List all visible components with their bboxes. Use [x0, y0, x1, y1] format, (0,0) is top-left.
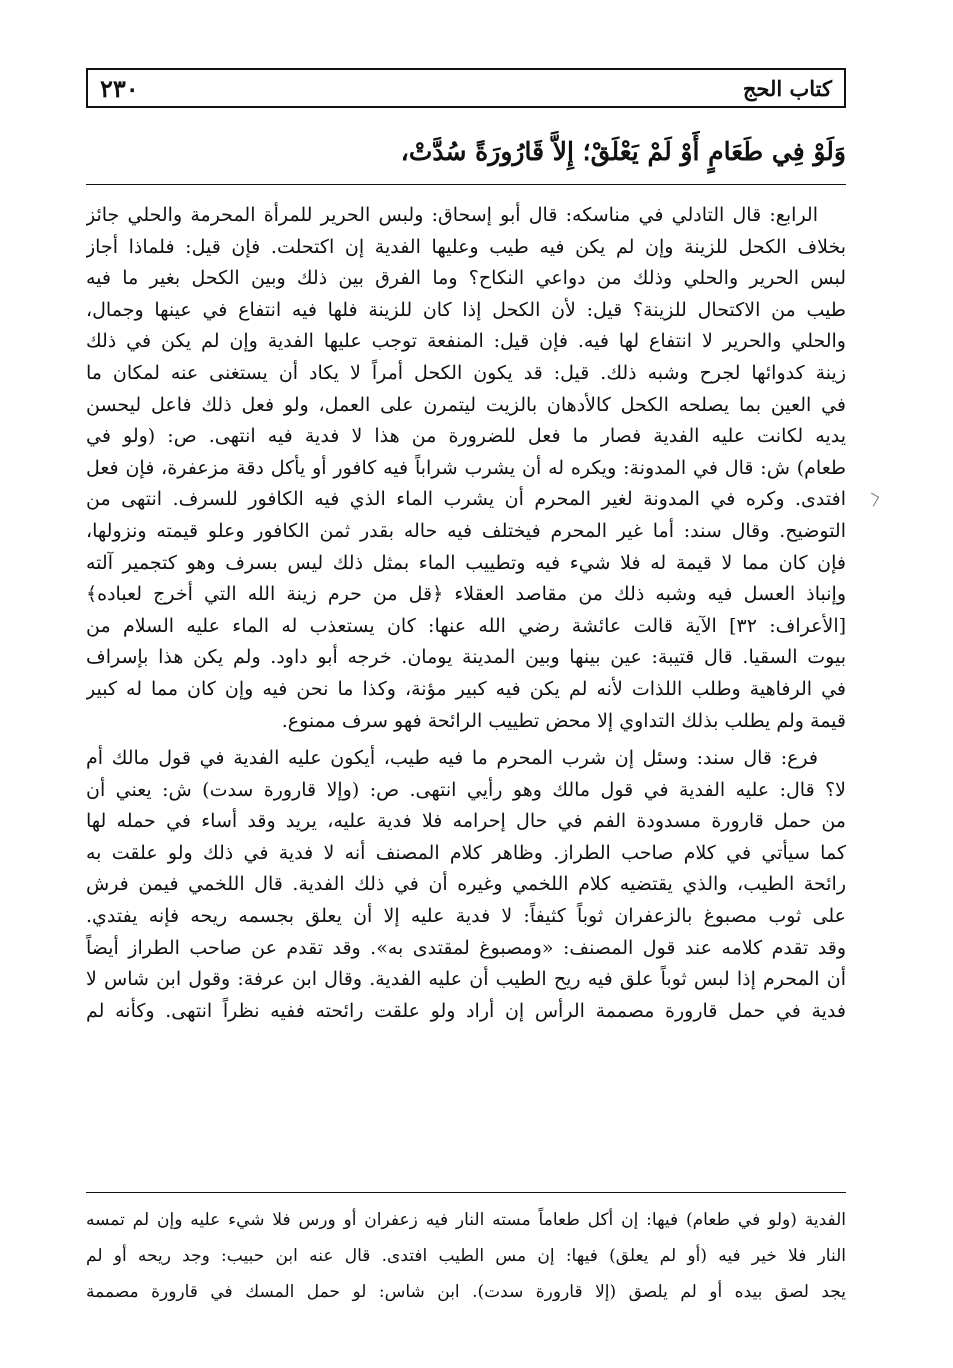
matn-divider: [86, 184, 846, 185]
text-line: فإن كان مما لا قيمة له فلا شيء فيه وتطييب الماء بمثل ذلك ليس بسرف وهو كتجمير آلته: [86, 551, 846, 574]
footnote: [86, 1202, 846, 1310]
page-number: ٢٣٠: [100, 73, 139, 103]
text-line: قيمة ولم يطلب بذلك التداوي إلا محض تطييب الرائحة فهو سرف ممنوع.: [281, 709, 846, 732]
text-line: فدية في حمل قارورة مصممة الرأس إن أراد ولو علقت رائحته ففيه نظراً انتهى. وكأنه لم: [86, 999, 846, 1022]
text-line: فرع: قال سند: وسئل إن شرب المحرم ما فيه طيب، أيكون عليه الفدية في قول مالك أم: [86, 747, 818, 770]
footnote-line: يجد لصق بيده أو لم يلصق (إلا قارورة سدت). ابن شاس: لو حمل المسك في قارورة مصممة: [86, 1282, 846, 1302]
text-line: لا؟ قال: عليه الفدية في قول مالك وهو رأيي انتهى. ص: (وإلا قارورة سدت) ش: يعني أن: [86, 778, 846, 801]
text-line: [الأعراف: ٣٢] الآية قالت عائشة رضي الله عنها: كان يستعذب له الماء عليه السلام من: [86, 614, 846, 637]
text-line: يديه لكانت عليه الفدية فصار ما فعل للضرورة من هذا لا فدية فيه انتهى. ص: (ولو في: [86, 425, 846, 448]
matn-text: وَلَوْ فِي طَعَامٍ أَوْ لَمْ يَعْلَقْ؛ إِلاَّ قَارُورَةً سُدَّتْ،: [400, 137, 846, 166]
commentary-body: [86, 200, 846, 1033]
text-line: زينة كدوائها لجرح وشبه ذلك. قيل: قد يكون الكحل أمراً لا يكاد أن يستغنى عنه لمكان ما: [86, 361, 846, 384]
footnote-line: النار فلا خير فيه (أو لم يعلق) فيها: إن مس الطيب افتدى. قال عنه ابن حبيب: وجد ريحه أو لم: [86, 1246, 846, 1266]
text-line: في العين بما يصلحه الكحل كالأدهان بالزيت ليتمرن على العمل، ولو فعل ذلك فاعل ليحسن: [86, 393, 846, 416]
text-line: بخلاف الكحل للزينة وإن لم يكن فيه طيب وعليها الفدية إن اكتحلت. فإن قيل: فلماذا أجاز: [86, 235, 846, 258]
text-line: في الرفاهية وطلب اللذات لأنه لم يكن فيه كبير مؤنة، وكذا ما نحن فيه وإن كان مما له كبير: [86, 677, 846, 700]
footnote-divider: [86, 1192, 846, 1193]
text-line: رائحة الطيب، والذي يقتضيه كلام اللخمي وغيره أن في ذلك الفدية. قال اللخمي فيمن فرش: [86, 873, 846, 896]
text-line: من حمل قارورة مسدودة الفم في حال إحرامه فلا فدية عليه، يريد وقد أساء في حمله لها: [86, 810, 846, 833]
paragraph-1: [86, 200, 846, 737]
text-line: التوضيح. وقال سند: أما غير المحرم فيختلف فيه حاله بقدر ثمن الكافور وعلو قيمته ونزولها،: [86, 519, 846, 542]
text-line: والحلي والحرير لا انتفاع لها فيه. فإن قيل: المنفعة توجب عليها الفدية وإن لم يكن في ذلك: [86, 330, 846, 353]
text-line: طيب من الاكتحال للزينة؟ قيل: لأن الكحل إذا كان للزينة فلها فيه انتفاع في عينها وجمال،: [86, 298, 846, 321]
text-line: بيوت السقيا. قال قتيبة: عين بينها وبين المدينة يومان. خرجه أبو داود. ولم يكن هذا بإسراف: [86, 646, 846, 669]
text-line: كما سيأتي في كلام صاحب الطراز. وظاهر كلام المصنف أنه لا فدية في ذلك ولو علقت به: [86, 841, 846, 864]
margin-mark: [866, 492, 879, 506]
text-line: على ثوب مصبوغ بالزعفران ثوباً كثيفاً: لا فدية عليه إلا أن يعلق بجسمه ريحه فإنه يفتدي.: [86, 905, 846, 928]
text-line: أن المحرم إذا لبس ثوباً علق فيه ريح الطيب أن عليه الفدية. وقال ابن عرفة: وقول ابن شاس لا: [86, 968, 846, 991]
text-line: الرابع: قال التادلي في مناسكه: قال أبو إسحاق: ولبس الحرير للمرأة المحرمة والحلي جائز: [86, 204, 818, 226]
text-line: وقد تقدم كلامه عند قول المصنف: «ومصبوغ لمقتدى به». وقد تقدم عن صاحب الطراز أيضاً: [86, 936, 846, 959]
text-line: لبس الحرير والحلي وذلك من دواعي النكاح؟ وما الفرق بين ذلك وبين الكحل بغير ما فيه: [86, 267, 846, 290]
text-line: وإنباذ العسل فيه وشبه ذلك من مقاصد العقلاء ﴿قل من حرم زينة الله التي أخرج لعباده﴾: [86, 583, 846, 606]
text-line: افتدى. وكره في المدونة لغير المحرم أن يشرب الماء الذي فيه الكافور للسرف. انتهى من: [86, 488, 846, 511]
page-header: [86, 68, 846, 108]
text-line: طعام) ش: قال في المدونة: ويكره له أن يشرب شراباً فيه كافور أو يأكل دقة مزعفرة، فإن فعل: [86, 456, 846, 479]
book-title: كتاب الحج: [742, 75, 832, 101]
footnote-line: الفدية (ولو في طعام) فيها: إن أكل طعاماً مسته النار فيه زعفران أو ورس فلا شيء عليه وإن لم تمسه: [86, 1210, 846, 1230]
paragraph-2: [86, 743, 846, 1027]
